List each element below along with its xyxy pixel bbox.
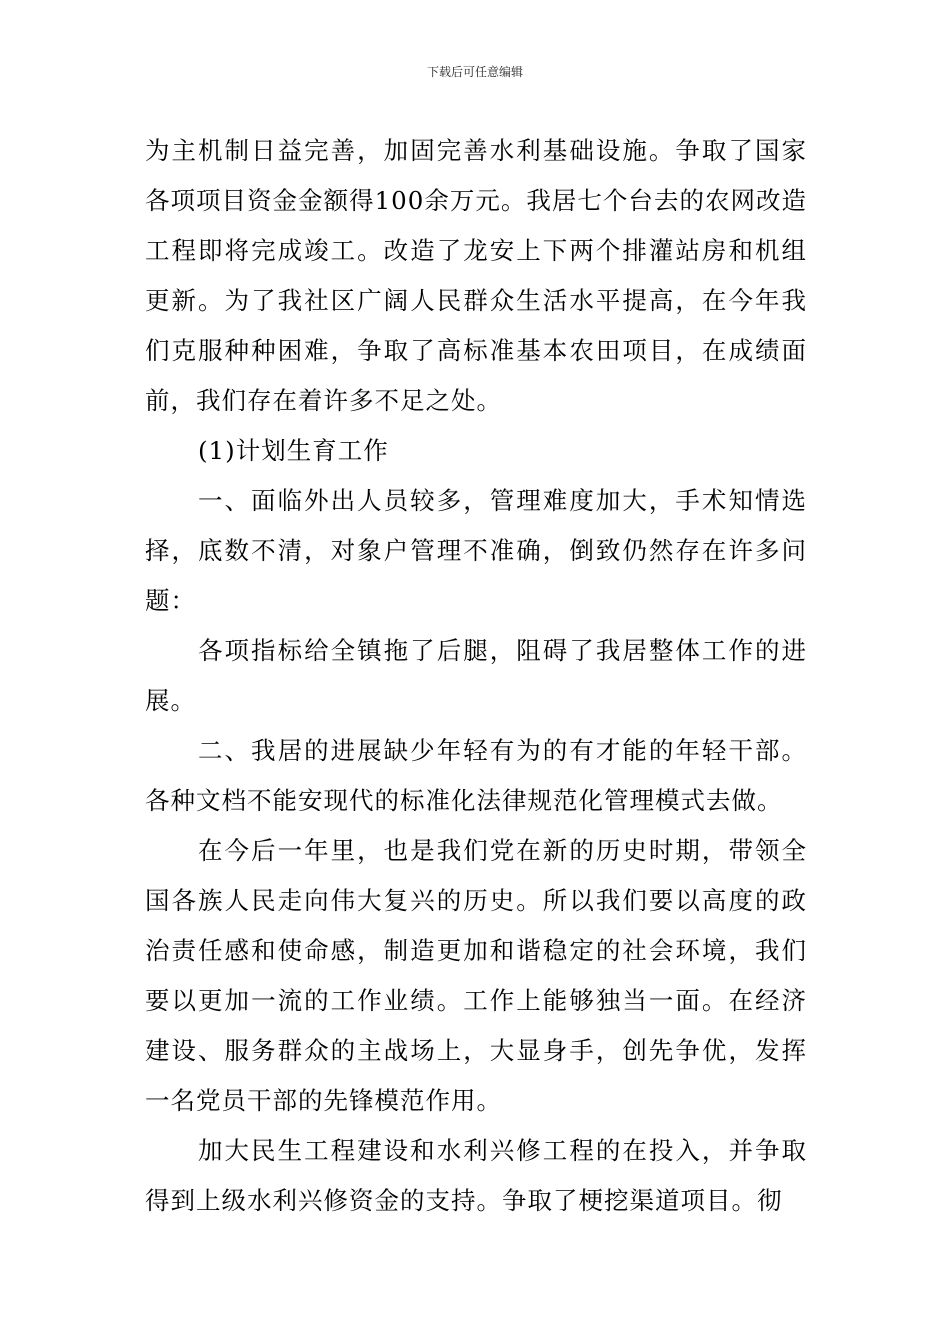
paragraph-5: 二、我居的进展缺少年轻有为的有才能的年轻干部。各种文档不能安现代的标准化法律规范化管理模式去做。 bbox=[145, 736, 807, 815]
paragraph-4: 各项指标给全镇拖了后腿，阻碍了我居整体工作的进展。 bbox=[145, 636, 807, 715]
paragraph-7: 加大民生工程建设和水利兴修工程的在投入，并争取得到上级水利兴修资金的支持。争取了梗挖渠道项目。彻 bbox=[145, 1136, 807, 1215]
page-header: 下载后可任意编辑 bbox=[426, 65, 523, 79]
paragraph-1: 为主机制日益完善，加固完善水利基础设施。争取了国家各项项目资金金额得100余万元。我居七个台去的农网改造工程即将完成竣工。改造了龙安上下两个排灌站房和机组更新。为了我社区广阔人民群众生活水平提高，在今年我们克服种种困难，争取了高标准基本农田项目，在成绩面前，我们存在着许多不足之处。 bbox=[145, 136, 807, 415]
paragraph-2-heading: (1)计划生育工作 bbox=[198, 436, 389, 465]
paragraph-3: 一、面临外出人员较多，管理难度加大，手术知情选择，底数不清，对象户管理不准确，倒致仍然存在许多问题： bbox=[145, 486, 807, 615]
document-body bbox=[145, 126, 807, 1226]
paragraph-6: 在今后一年里，也是我们党在新的历史时期，带领全国各族人民走向伟大复兴的历史。所以我们要以高度的政治责任感和使命感，制造更加和谐稳定的社会环境，我们要以更加一流的工作业绩。工作上能够独当一面。在经济建设、服务群众的主战场上，大显身手，创先争优，发挥一名党员干部的先锋模范作用。 bbox=[145, 836, 807, 1115]
